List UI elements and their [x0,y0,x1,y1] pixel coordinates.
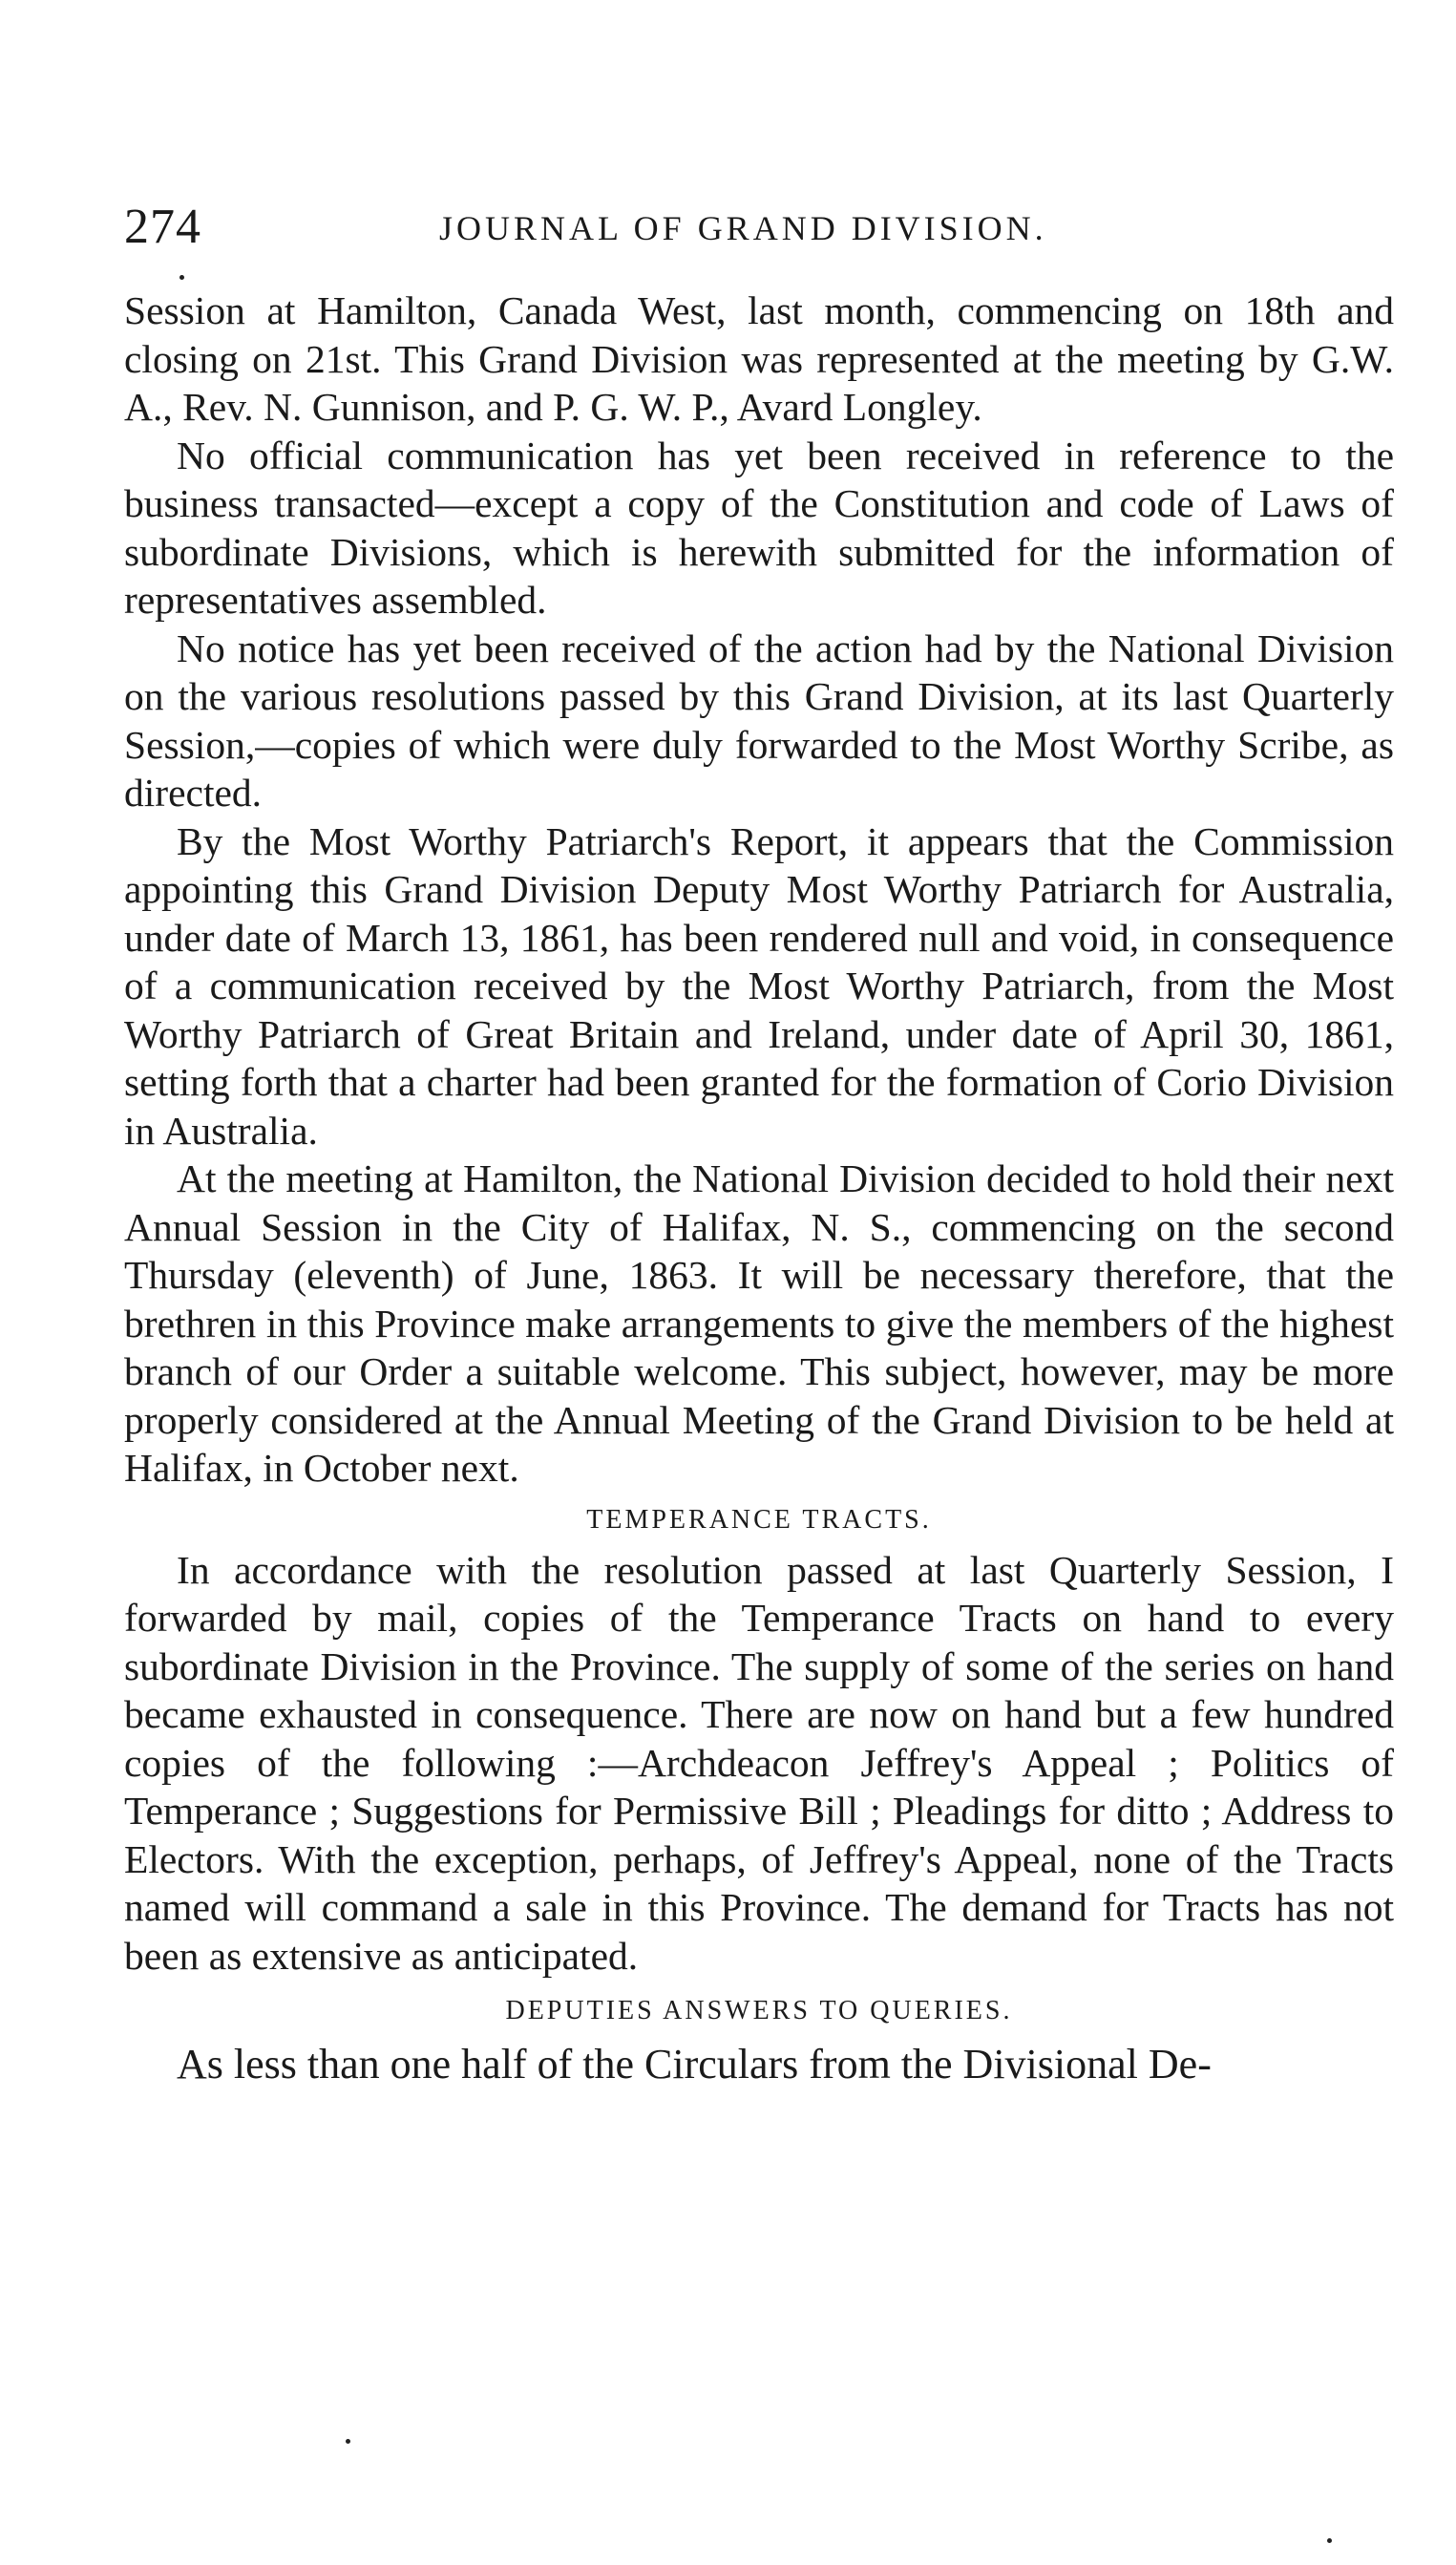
section-heading: DEPUTIES ANSWERS TO QUERIES. [505,1996,1013,2025]
paragraph: At the meeting at Hamilton, the National Division decided to hold their next Annual Session in the City of Halifax, N. S., commencing on the second Thursday (eleventh) of June, 1863. It will be necessary therefore, that the brethren in this Province make arrangements to give the members of the highest branch of our Order a suitable welcome. This subject, however, may be more properly considered at the Annual Meeting of the Grand Division to be held at Halifax, in October next. [124,1156,1394,1490]
paragraph: In accordance with the resolution passed at last Quarterly Session, I forwarded by mail, copies of the Temperance Tracts on hand to every subordinate Division in the Province. The supply of some of the series on hand became exhausted in consequence. There are now on hand but a few hundred copies of the following :—Archdeacon Jeffrey's Appeal ; Politics of Temperance ; Suggestions for Permissive Bill ; Pleadings for ditto ; Address to Electors. With the exception, perhaps, of Jeffrey's Appeal, none of the Tracts named will command a sale in this Province. The demand for Tracts has not been as extensive as anticipated. [124,1547,1394,1978]
paragraph: By the Most Worthy Patriarch's Report, it appears that the Commission appointing this Grand Division Deputy Most Worthy Patriarch for Australia, under date of March 13, 1861, has been rendered null and void, in consequence of a communication received by the Most Worthy Patriarch, from the Most Worthy Patriarch of Great Britain and Ireland, under date of April 30, 1861, setting forth that a charter had been granted for the formation of Corio Division in Australia. [124,818,1394,1153]
print-speck [346,2439,350,2444]
paragraph: Session at Hamilton, Canada West, last month, commencing on 18th and closing on 21st. This Grand Division was represented at the meeting by G.W. A., Rev. N. Gunnison, and P. G. W. P., Avard Longley. [124,288,1394,429]
paragraph: As less than one half of the Circulars from the Divisional De- [177,2041,1212,2088]
page-header [124,199,1394,256]
paragraph: No official communication has yet been received in reference to the business transacted—except a copy of the Constitution and code of Laws of subordinate Divisions, which is herewith submitted for the information of representatives assembled. [124,433,1394,622]
body-text [124,286,1394,2089]
running-head: JOURNAL OF GRAND DIVISION. [439,209,1047,247]
page-number: 274 [124,200,201,254]
print-speck [179,275,184,280]
paragraph: No notice has yet been received of the action had by the National Division on the various resolutions passed by this Grand Division, at its last Quarterly Session,—copies of which were duly forwarded to the Most Worthy Scribe, as directed. [124,625,1394,815]
print-speck [1327,2538,1332,2543]
section-heading: TEMPERANCE TRACTS. [586,1504,932,1535]
